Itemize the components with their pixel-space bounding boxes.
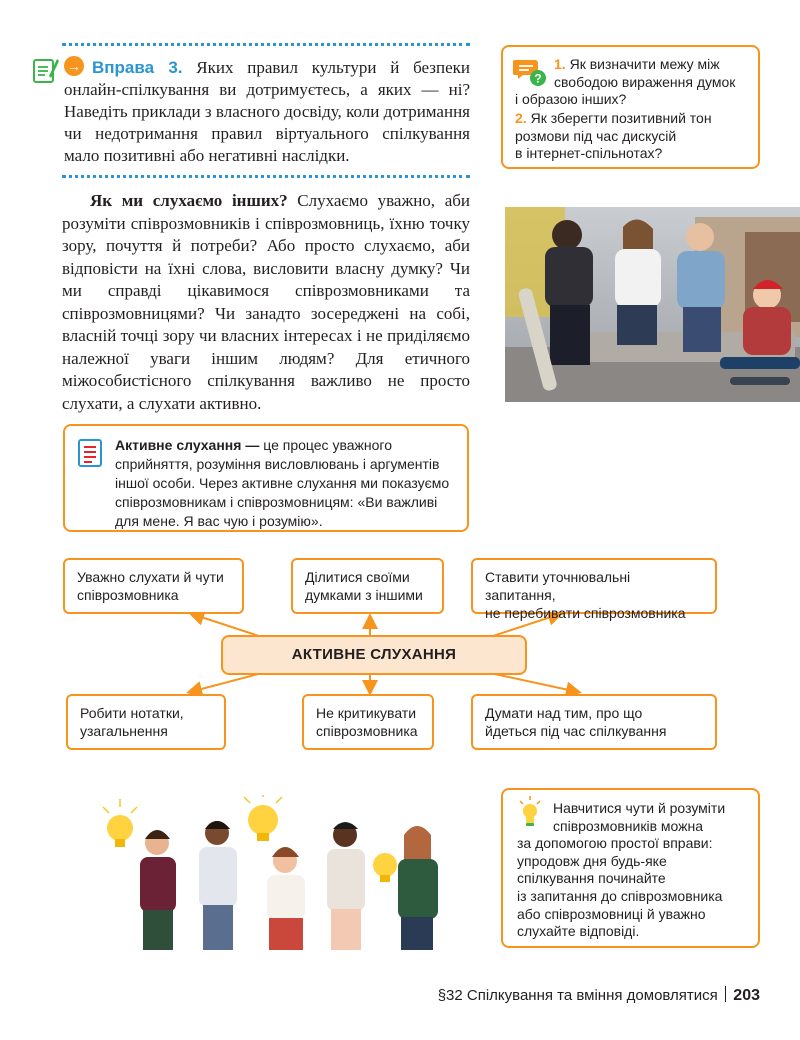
dotted-divider-top — [62, 43, 470, 46]
tip-line-2: співрозмовників можна — [553, 817, 704, 834]
question-2-line-1: Як зберегти позитивний тон — [530, 110, 712, 126]
question-2-line-3: в інтернет-спільнотах? — [515, 145, 663, 161]
node-share-thoughts-line-1: Ділитися своїми — [305, 569, 410, 585]
svg-text:?: ? — [534, 71, 542, 86]
node-ask-questions-line-1: Ставити уточнювальні запитання, — [485, 569, 631, 603]
node-take-notes-line-2: узагальнення — [80, 723, 168, 739]
node-listen-carefully-line-1: Уважно слухати й чути — [77, 569, 224, 585]
node-no-criticism-line-2: співрозмовника — [316, 723, 418, 739]
tip-line-6: із запитання до співрозмовника — [517, 887, 723, 904]
tip-line-1: Навчитися чути й розуміти — [553, 800, 726, 816]
node-share-thoughts — [291, 558, 444, 614]
tip-line-8: слухайте відповіді. — [517, 923, 640, 940]
question-1 — [515, 56, 755, 109]
footer-separator — [725, 986, 727, 1002]
node-listen-carefully — [63, 558, 244, 614]
definition-box — [63, 424, 469, 532]
node-ask-questions-line-2: не перебивати співрозмовника — [485, 605, 686, 621]
dotted-divider-bottom — [62, 175, 470, 178]
definition-term: Активне слухання — — [115, 437, 260, 453]
diagram-center: АКТИВНЕ СЛУХАННЯ — [221, 635, 527, 675]
exercise-text — [64, 57, 470, 167]
node-no-criticism — [302, 694, 434, 750]
footer-section: §32 Спілкування та вміння домовлятися — [437, 987, 718, 1004]
document-lines-icon — [78, 439, 102, 467]
tip-box — [501, 788, 760, 948]
node-ask-questions — [471, 558, 717, 621]
question-2 — [515, 110, 755, 163]
node-take-notes-line-1: Робити нотатки, — [80, 705, 184, 721]
main-question: Як ми слухаємо інших? — [90, 191, 288, 210]
node-no-criticism-line-1: Не критикувати — [316, 705, 417, 721]
question-1-line-2: свободою вираження думок — [554, 73, 736, 90]
question-2-number: 2. — [515, 110, 527, 126]
people-lightbulbs-illustration — [95, 795, 475, 955]
question-1-line-3: і образою інших? — [515, 91, 627, 107]
exercise-label: Вправа 3. — [92, 58, 183, 77]
node-think-about-line-2: йдеться під час спілкування — [485, 723, 667, 739]
exercise-body: Яких правил культури й безпеки онлайн-спілкування ви дотримуєтесь, а яких — ні? Наведіть приклади з власного досвіду, коли дотримання чи недотримання правил віртуального спілкування мало позитивні або негативні наслідки. — [64, 58, 470, 165]
tip-line-4: упродовж дня будь-яке — [517, 852, 667, 869]
teenagers-photo — [505, 207, 800, 402]
node-take-notes — [66, 694, 226, 750]
page-footer — [438, 986, 760, 1005]
tip-line-3: за допомогою простої вправи: — [517, 835, 713, 852]
main-paragraph — [62, 190, 470, 415]
question-1-number: 1. — [554, 56, 566, 72]
definition-body: це процес уважного сприйняття, розуміння висловлювань і аргументів іншої особи. Через активне слухання ми показуємо співрозмовникам і співрозмовницям: «Ви важливі для мене. Я вас чую і розумію». — [115, 437, 450, 529]
tip-text — [503, 800, 758, 941]
notebook-pencil-icon — [33, 56, 59, 84]
node-think-about-line-1: Думати над тим, про що — [485, 705, 643, 721]
page-number: 203 — [733, 987, 760, 1004]
question-1-line-1: Як визначити межу між — [569, 56, 720, 72]
tip-line-7: або співрозмовниці й уважно — [517, 905, 706, 922]
questions-box — [501, 45, 760, 169]
question-2-line-2: розмови під час дискусій — [515, 127, 677, 144]
definition-text — [115, 436, 461, 531]
node-listen-carefully-line-2: співрозмовника — [77, 587, 179, 603]
tip-line-5: спілкування починайте — [517, 870, 666, 887]
main-body: Слухаємо уважно, аби розуміти співрозмовників і співрозмовниць, їхню точку зору, почуття й потреби? Або просто слухаємо, аби відповісти на їхні слова, висловити власну думку? Чи ми справді цікавимося співрозмовниками та співрозмовницями? Чи занадто зосереджені на собі, власній точці зору чи власних інтересах і не приділяємо належної уваги іншим людям? Для етичного міжособистісного спілкування важливо не просто слухати, а слухати активно. — [62, 191, 471, 413]
node-think-about — [471, 694, 717, 750]
node-share-thoughts-line-2: думками з іншими — [305, 587, 423, 603]
arrow-right-icon: → — [64, 56, 84, 76]
